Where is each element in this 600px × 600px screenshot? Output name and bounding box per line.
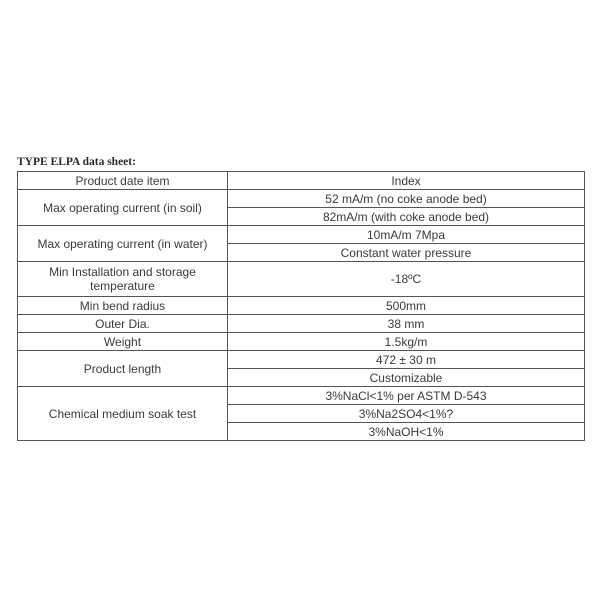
table-row <box>18 333 585 351</box>
header-product-item: Product date item <box>18 172 228 190</box>
datasheet-title: TYPE ELPA data sheet: <box>17 156 136 168</box>
table-row <box>18 315 585 333</box>
table-row <box>18 351 585 369</box>
table-header-row <box>18 172 585 190</box>
row-label-weight: Weight <box>18 333 228 351</box>
row-label-soil-current: Max operating current (in soil) <box>18 190 228 226</box>
value-water-pressure: Constant water pressure <box>228 244 585 262</box>
row-label-soak-test: Chemical medium soak test <box>18 387 228 441</box>
value-min-temperature: -18ºC <box>228 262 585 297</box>
row-label-bend-radius: Min bend radius <box>18 297 228 315</box>
value-bend-radius: 500mm <box>228 297 585 315</box>
value-water-current: 10mA/m 7Mpa <box>228 226 585 244</box>
value-soil-with-coke: 82mA/m (with coke anode bed) <box>228 208 585 226</box>
table-row <box>18 226 585 244</box>
row-label-product-length: Product length <box>18 351 228 387</box>
value-length-customizable: Customizable <box>228 369 585 387</box>
datasheet-table <box>17 171 585 441</box>
row-label-min-temperature: Min Installation and storage temperature <box>18 262 228 297</box>
value-soil-no-coke: 52 mA/m (no coke anode bed) <box>228 190 585 208</box>
table-row <box>18 297 585 315</box>
value-soak-naoh: 3%NaOH<1% <box>228 423 585 441</box>
row-label-outer-dia: Outer Dia. <box>18 315 228 333</box>
row-label-water-current: Max operating current (in water) <box>18 226 228 262</box>
table-row <box>18 387 585 405</box>
table-row <box>18 262 585 297</box>
value-weight: 1.5kg/m <box>228 333 585 351</box>
value-product-length: 472 ± 30 m <box>228 351 585 369</box>
header-index: Index <box>228 172 585 190</box>
table-row <box>18 190 585 208</box>
value-soak-nacl: 3%NaCl<1% per ASTM D-543 <box>228 387 585 405</box>
value-soak-na2so4: 3%Na2SO4<1%? <box>228 405 585 423</box>
value-outer-dia: 38 mm <box>228 315 585 333</box>
